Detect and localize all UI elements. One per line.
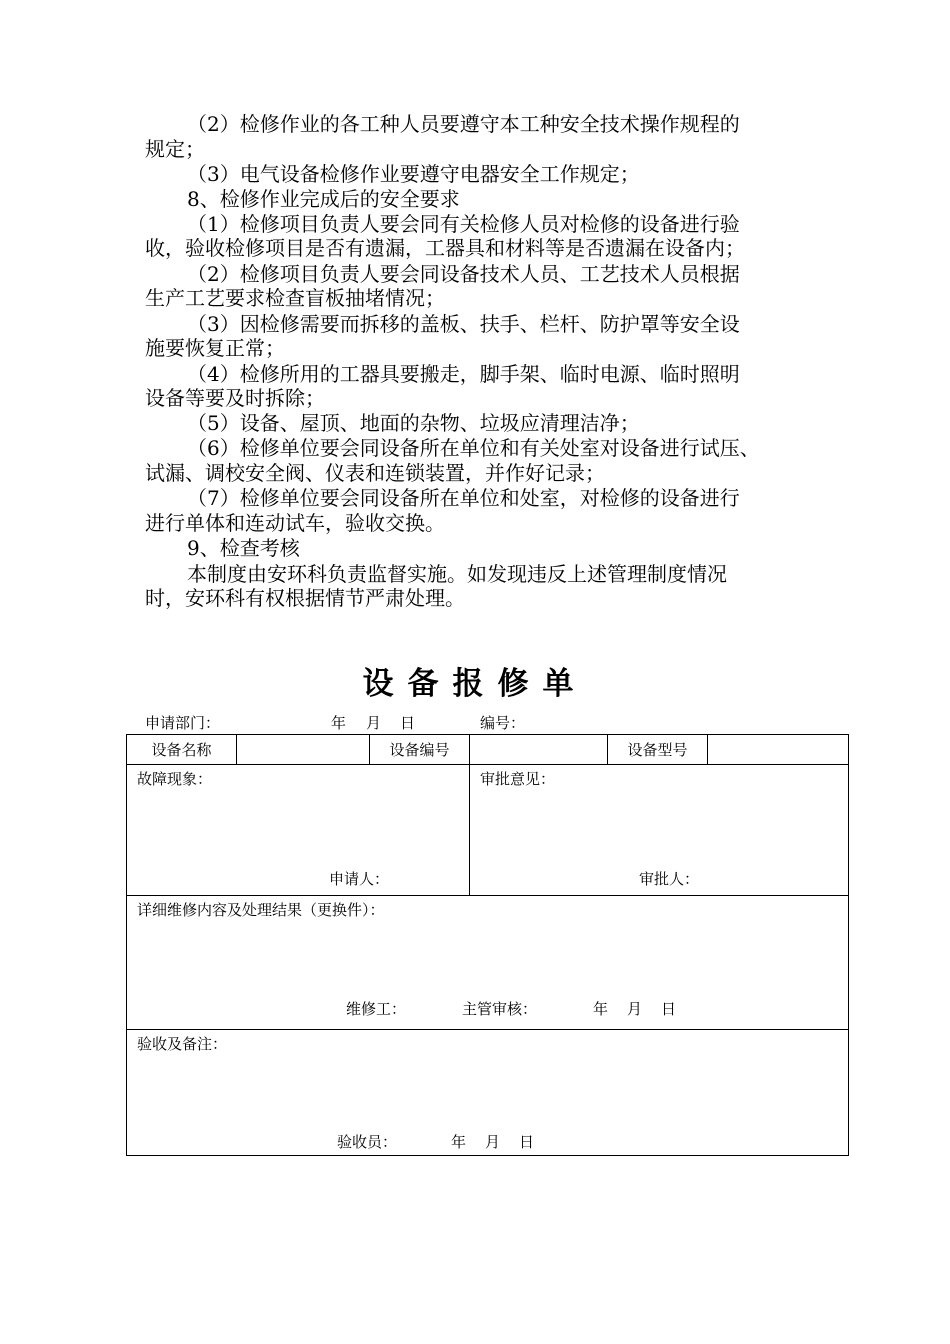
year-label: 年 (331, 714, 347, 732)
repairer-label: 维修工： (346, 1000, 407, 1018)
acceptance-month-label: 月 (485, 1133, 501, 1151)
repair-day-label: 日 (661, 1000, 677, 1018)
paragraph-line: 收，验收检修项目是否有遗漏，工器具和材料等是否遗漏在设备内； (145, 236, 745, 260)
paragraph-line: 本制度由安环科负责监督实施。如发现违反上述管理制度情况 (187, 562, 727, 586)
form-title: 设备报修单 (362, 666, 588, 702)
equip-no-label: 设备编号 (370, 735, 470, 765)
repair-month-label: 月 (627, 1000, 643, 1018)
paragraph-line: （3）电气设备检修作业要遵守电器安全工作规定； (187, 162, 640, 186)
repair-year-label: 年 (593, 1000, 609, 1018)
paragraph-line: （7）检修单位要会同设备所在单位和处室，对检修的设备进行 (187, 486, 740, 510)
paragraph-line: （6）检修单位要会同设备所在单位和有关处室对设备进行试压、 (187, 436, 760, 460)
supervisor-label: 主管审核： (462, 1000, 538, 1018)
inspector-label: 验收员： (337, 1133, 398, 1151)
section-heading: 9、检查考核 (187, 536, 300, 560)
equip-model-label: 设备型号 (608, 735, 708, 765)
paragraph-line: （2）检修项目负责人要会同设备技术人员、工艺技术人员根据 (187, 262, 740, 286)
paragraph-line: 试漏、调校安全阀、仪表和连锁装置，并作好记录； (145, 461, 605, 485)
paragraph-line: （5）设备、屋顶、地面的杂物、垃圾应清理洁净； (187, 411, 640, 435)
paragraph-line: 施要恢复正常； (145, 336, 285, 360)
fault-section[interactable] (127, 765, 470, 896)
applicant-label: 申请人： (329, 870, 390, 888)
month-label: 月 (366, 714, 382, 732)
paragraph-line: 时，安环科有权根据情节严肃处理。 (145, 586, 465, 610)
paragraph-line: （2）检修作业的各工种人员要遵守本工种安全技术操作规程的 (187, 112, 740, 136)
paragraph-line: （4）检修所用的工器具要搬走，脚手架、临时电源、临时照明 (187, 362, 740, 386)
paragraph-line: （3）因检修需要而拆移的盖板、扶手、栏杆、防护罩等安全设 (187, 312, 740, 336)
acceptance-notes-label: 验收及备注： (137, 1035, 228, 1053)
repair-detail-label: 详细维修内容及处理结果（更换件）： (137, 901, 385, 919)
day-label: 日 (400, 714, 416, 732)
approver-label: 审批人： (639, 870, 700, 888)
repair-form-table (126, 734, 849, 1156)
equip-no-field[interactable] (470, 735, 608, 765)
acceptance-section[interactable] (127, 1030, 849, 1156)
equip-model-field[interactable] (708, 735, 849, 765)
repair-detail-section[interactable] (127, 896, 849, 1030)
fault-label: 故障现象： (137, 770, 213, 788)
approval-section[interactable] (470, 765, 849, 896)
paragraph-line: 生产工艺要求检查盲板抽堵情况； (145, 286, 445, 310)
equip-name-field[interactable] (237, 735, 370, 765)
applicant-dept-label: 申请部门： (145, 714, 221, 732)
section-heading: 8、检修作业完成后的安全要求 (187, 187, 460, 211)
paragraph-line: 规定； (145, 137, 205, 161)
acceptance-year-label: 年 (451, 1133, 467, 1151)
approval-opinion-label: 审批意见： (480, 770, 556, 788)
paragraph-line: （1）检修项目负责人要会同有关检修人员对检修的设备进行验 (187, 212, 740, 236)
serial-label: 编号： (480, 714, 526, 732)
paragraph-line: 进行单体和连动试车，验收交换。 (145, 511, 445, 535)
equip-name-label: 设备名称 (127, 735, 237, 765)
paragraph-line: 设备等要及时拆除； (145, 386, 325, 410)
acceptance-day-label: 日 (519, 1133, 535, 1151)
